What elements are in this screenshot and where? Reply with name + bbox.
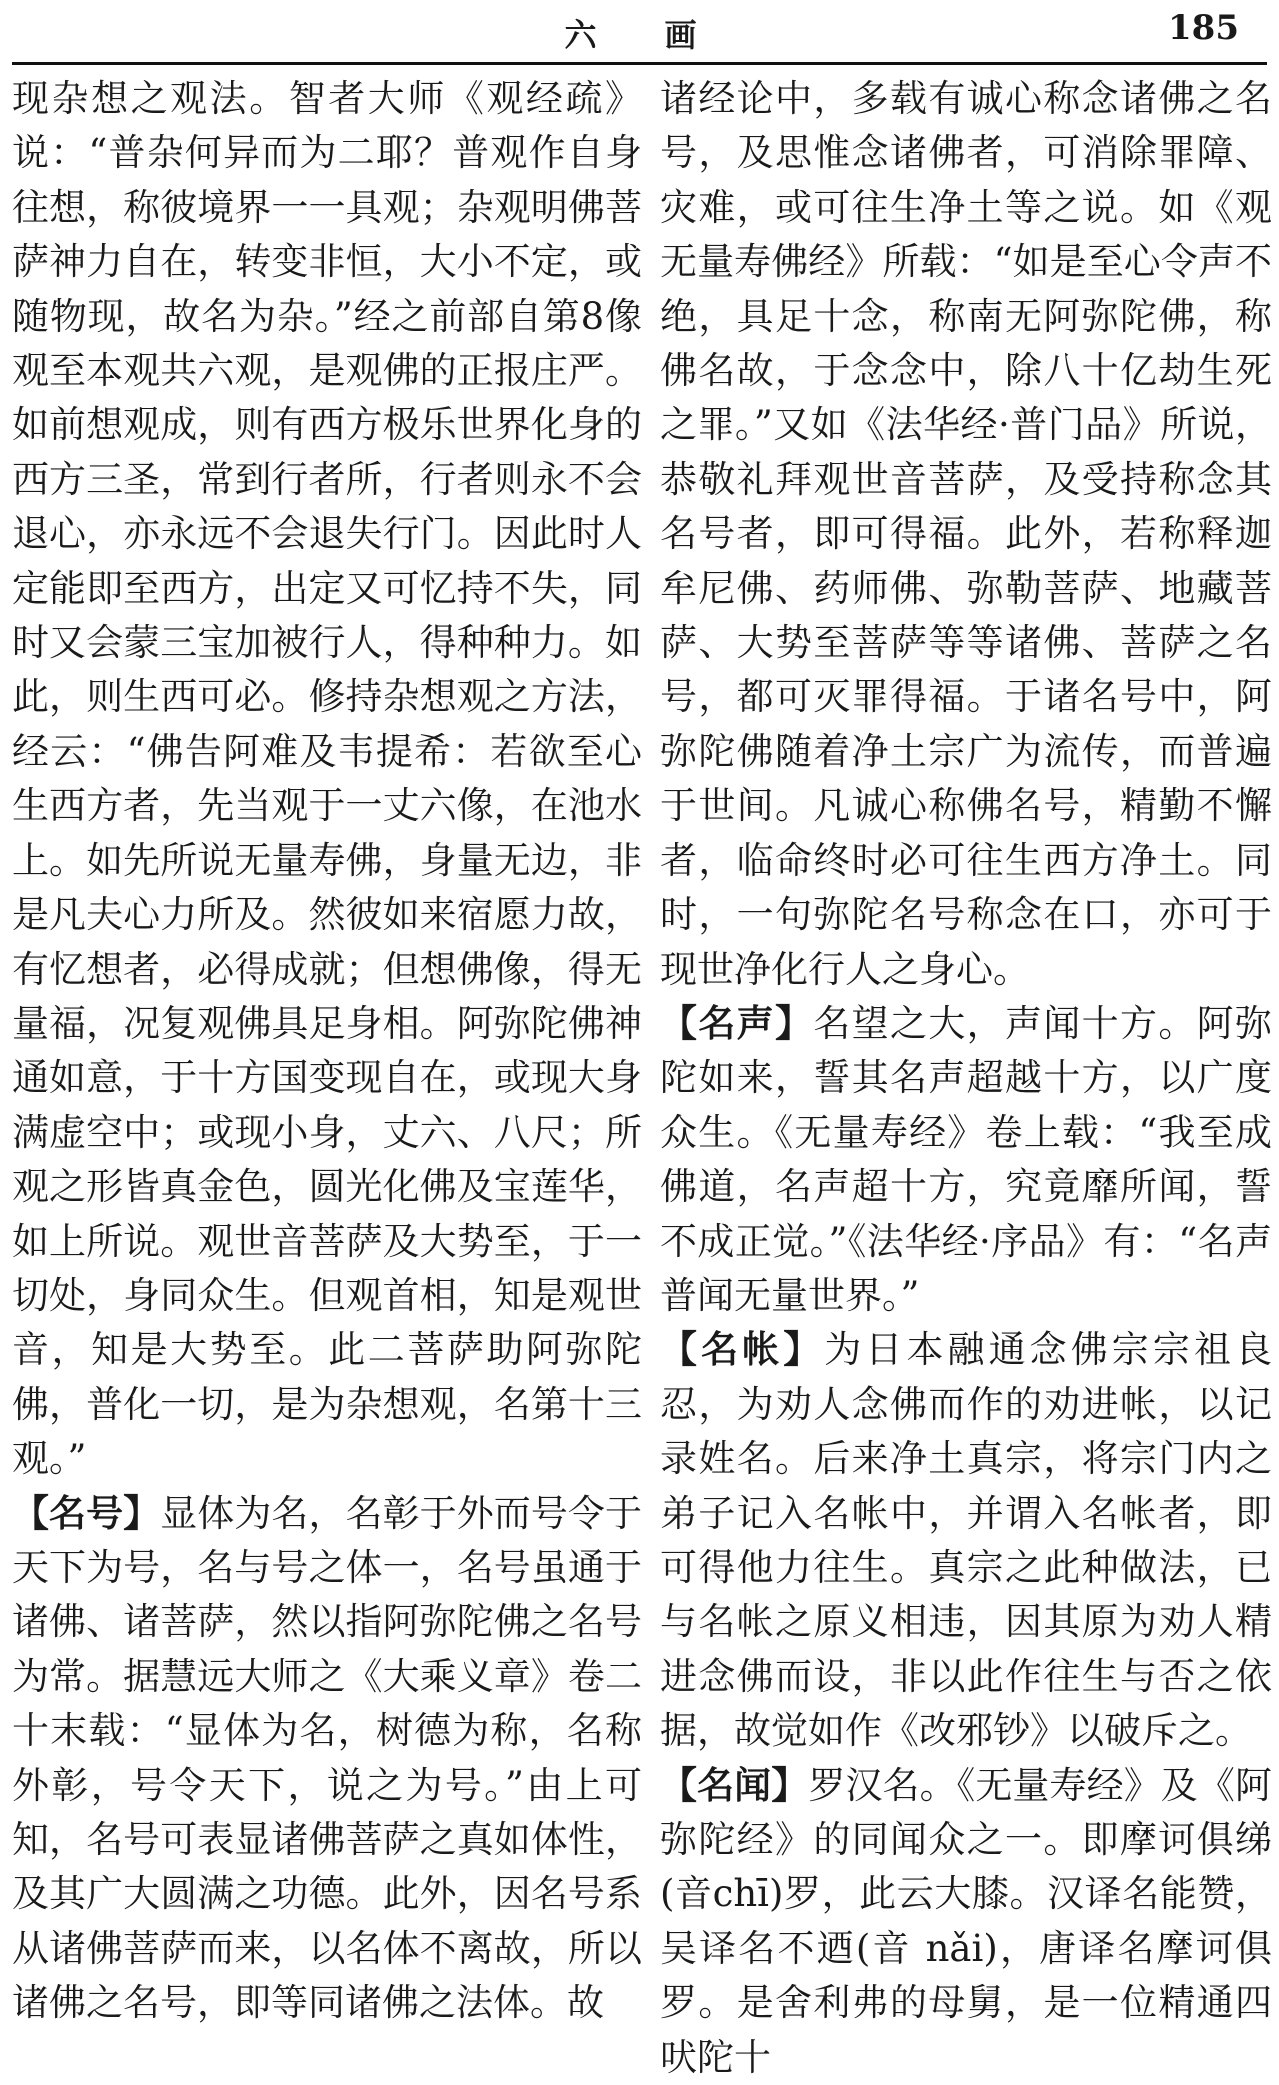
continued-paragraph: 诸经论中，多载有诚心称念诸佛之名号，及思惟念诸佛者，可消除罪障、灾难，或可往生净土等之说。如《观无量寿佛经》所载：“如是至心令声不绝，具足十念，称南无阿弥陀佛，称佛名故，于念念中，除八十亿劫生死之罪。”又如《法华经·普门品》所说，恭敬礼拜观世音菩萨，及受持称念其名号者，即可得福。此外，若称释迦牟尼佛、药师佛、弥勒菩萨、地藏菩萨、大势至菩萨等等诸佛、菩萨之名号，都可灭罪得福。于诸名号中，阿弥陀佛随着净土宗广为流传，而普遍于世间。凡诚心称佛名号，精勤不懈者，临命终时必可往生西方净土。同时，一句弥陀名号称念在口，亦可于现世净化行人之身心。: [660, 77, 1272, 991]
entry-mingzhang: [660, 1323, 1272, 1758]
entry-minghao: [12, 1487, 642, 2031]
section-title: 六 画: [564, 16, 715, 54]
entry-text: 显体为名，名彰于外而号令于天下为号，名与号之体一，名号虽通于诸佛、诸菩萨，然以指阿弥陀佛之名号为常。据慧远大师之《大乘义章》卷二十末载：“显体为名，树德为称，名称外彰，号令天下，说之为号。”由上可知，名号可表显诸佛菩萨之真如体性，及其广大圆满之功德。此外，因名号系从诸佛菩萨而来，以名体不离故，所以诸佛之名号，即等同诸佛之法体。故: [12, 1491, 642, 2025]
entry-text: 为日本融通念佛宗宗祖良忍，为劝人念佛而作的劝进帐，以记录姓名。后来净土真宗，将宗门内之弟子记入名帐中，并谓入名帐者，即可得他力往生。真宗之此种做法，已与名帐之原义相违，因其原为劝人精进念佛而设，非以此作往生与否之依据，故觉如作《改邪钞》以破斥之。: [660, 1328, 1273, 1753]
right-column: [660, 72, 1273, 2079]
entry-text: 名望之大，声闻十方。阿弥陀如来，誓其名声超越十方，以广度众生。《无量寿经》卷上载：“我至成佛道，名声超十方，究竟靡所闻，誓不成正觉。”《法华经·序品》有：“名声普闻无量世界。”: [660, 1001, 1273, 1317]
header-rule: [12, 62, 1267, 65]
entry-mingsheng: [660, 997, 1272, 1323]
entry-mingwen: [660, 1759, 1272, 2085]
entry-headword: 【名帐】: [660, 1328, 825, 1372]
left-column: [12, 72, 642, 2025]
page-number: 185: [1168, 8, 1239, 48]
entry-headword: 【名号】: [12, 1491, 161, 1535]
entry-text: 罗汉名。《无量寿经》及《阿弥陀经》的同闻众之一。即摩诃俱绨(音chī)罗，此云大膝。汉译名能赞，吴译名不迺(音 nǎi)，唐译名摩诃俱罗。是舍利弗的母舅，是一位精通四吠陀十: [660, 1763, 1272, 2079]
entry-headword: 【名声】: [660, 1001, 814, 1045]
continued-paragraph: 现杂想之观法。智者大师《观经疏》说：“普杂何异而为二耶？普观作自身往想，称彼境界一一具观；杂观明佛菩萨神力自在，转变非恒，大小不定，或随物现，故名为杂。”经之前部自第8像观至本观共六观，是观佛的正报庄严。如前想观成，则有西方极乐世界化身的西方三圣，常到行者所，行者则永不会退心，亦永远不会退失行门。因此时人定能即至西方，出定又可忆持不失，同时又会蒙三宝加被行人，得种种力。如此，则生西可必。修持杂想观之方法，经云：“佛告阿难及韦提希：若欲至心生西方者，先当观于一丈六像，在池水上。如先所说无量寿佛，身量无边，非是凡夫心力所及。然彼如来宿愿力故，有忆想者，必得成就；但想佛像，得无量福，况复观佛具足身相。阿弥陀佛神通如意，于十方国变现自在，或现大身满虚空中；或现小身，丈六、八尺；所观之形皆真金色，圆光化佛及宝莲华，如上所说。观世音菩萨及大势至，于一切处，身同众生。但观首相，知是观世音，知是大势至。此二菩萨助阿弥陀佛，普化一切，是为杂想观，名第十三观。”: [12, 77, 642, 1481]
page-header: [0, 0, 1279, 66]
entry-headword: 【名闻】: [660, 1763, 809, 1807]
